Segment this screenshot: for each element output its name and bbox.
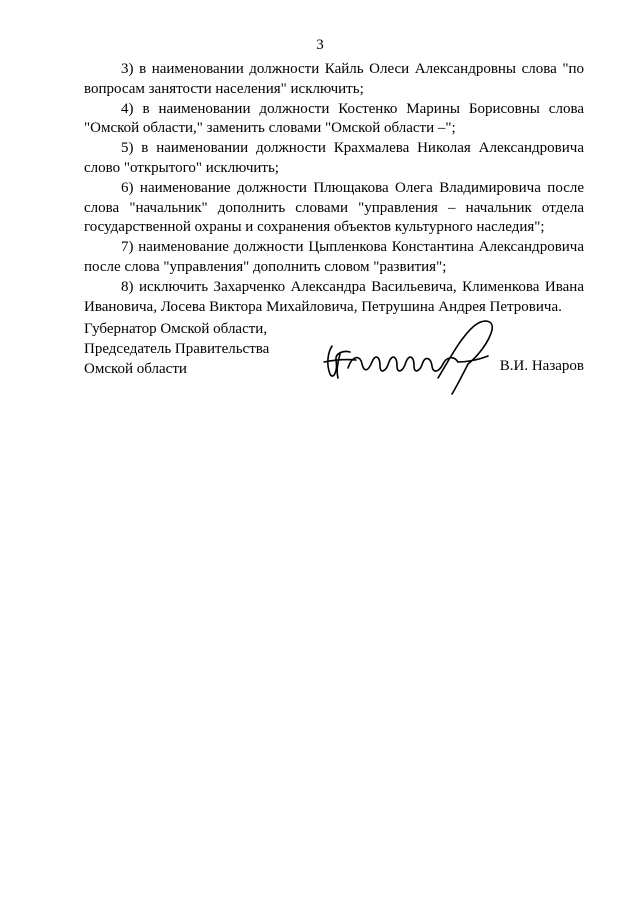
signatory-title-line: Председатель Правительства [84, 340, 270, 357]
list-item: 4) в наименовании должности Костенко Марины Борисовны слова "Омской области," заменить словами "Омской области –"; [84, 100, 584, 137]
signatory-name: В.И. Назаров [499, 358, 584, 374]
list-item: 7) наименование должности Цыпленкова Константина Александровича после слова "управления" дополнить словом "развития"; [84, 239, 584, 275]
list-item: 3) в наименовании должности Кайль Олеси Александровны слова "по вопросам занятости населения" исключить; [84, 61, 584, 97]
signatory-title-line: Омской области [84, 360, 187, 377]
document-body [84, 60, 584, 317]
signature-strokes [324, 321, 492, 394]
list-item: 5) в наименовании должности Крахмалева Николая Александровича слово "открытого" исключить; [84, 140, 584, 176]
list-item: 6) наименование должности Плющакова Олега Владимировича после слова "начальник" дополнить словами "управления – начальник отдела государственной охраны и сохранения объектов культурного наследия"; [84, 179, 584, 236]
signatory-title [84, 320, 344, 379]
handwritten-signature [318, 316, 518, 396]
signatory-title-line: Губернатор Омской области, [84, 321, 268, 337]
list-item: 8) исключить Захарченко Александра Васильевича, Клименкова Ивана Ивановича, Лосева Виктора Михайловича, Петрушина Андрея Петровича. [84, 278, 584, 315]
page-number: 3 [316, 37, 324, 53]
